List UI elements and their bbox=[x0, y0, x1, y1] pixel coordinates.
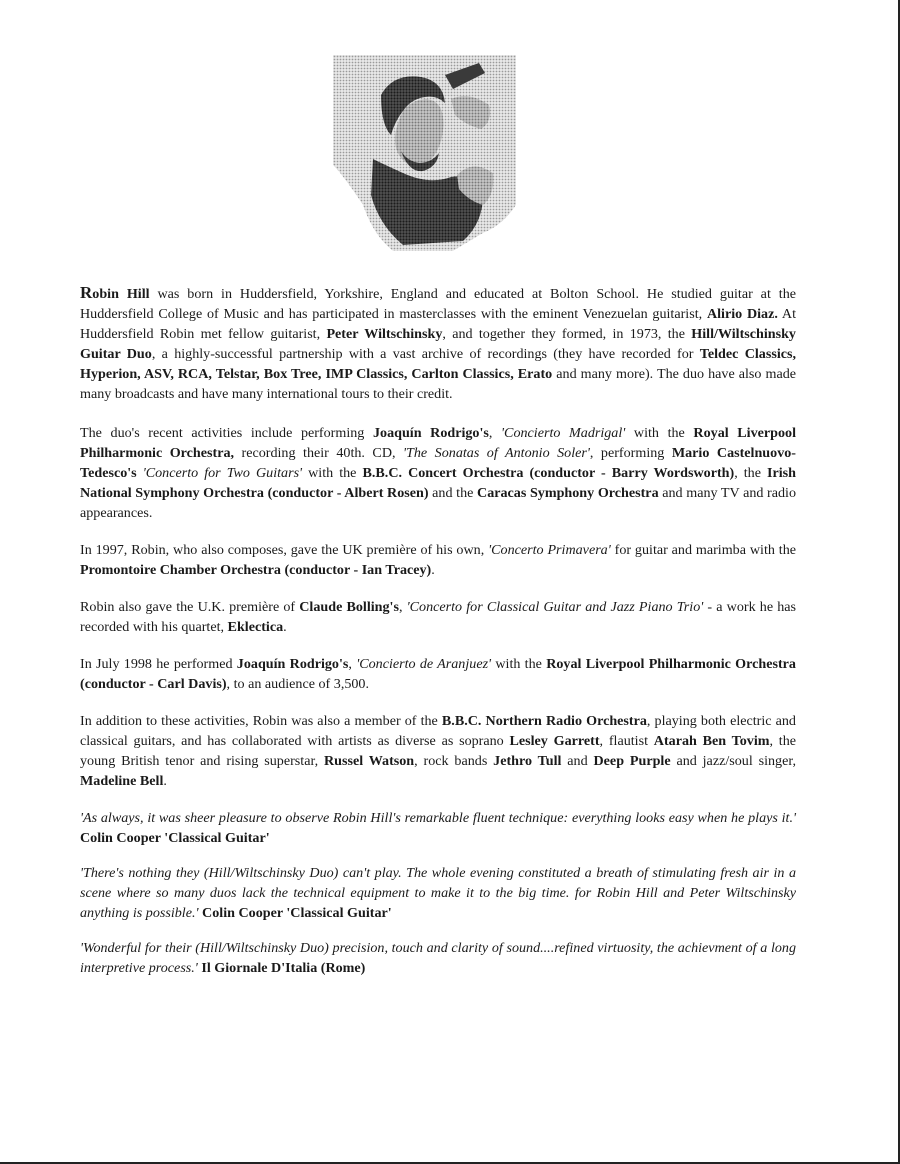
text: . bbox=[163, 773, 167, 789]
text: , the young British tenor and rising superstar, bbox=[80, 733, 797, 769]
text: In 1997, Robin, who also composes, gave the UK première of his own, bbox=[80, 542, 489, 558]
text: and the bbox=[428, 485, 478, 501]
bold-text: Mario Castelnuovo-Tedesco's bbox=[80, 445, 796, 481]
italic-title: 'Concerto Primavera' bbox=[488, 542, 611, 558]
text: The duo's recent activities include performing bbox=[80, 425, 373, 441]
text: , performing bbox=[589, 445, 672, 461]
bold-text: Russel Watson bbox=[323, 753, 415, 769]
bold-text: Royal Liverpool Philharmonic Orchestra, bbox=[80, 425, 796, 461]
text: , the bbox=[734, 465, 768, 481]
quote-source: Colin Cooper 'Classical Guitar' bbox=[202, 905, 392, 921]
paragraph-collaborations bbox=[80, 711, 796, 791]
paragraph-bio bbox=[80, 283, 796, 404]
text: , flautist bbox=[599, 733, 654, 749]
quote bbox=[80, 808, 796, 848]
text: with the bbox=[625, 425, 694, 441]
text: , rock bands bbox=[414, 753, 494, 769]
text: , to an audience of 3,500. bbox=[226, 676, 370, 692]
text: was born in Huddersfield, Yorkshire, England and educated at Bolton School. He studied guitar at the Huddersfield College of Music and has participated in masterclasses with the eminent Venezuelan guitarist, bbox=[80, 286, 796, 322]
name-peter-wiltschinsky: Peter Wiltschinsky bbox=[326, 326, 443, 342]
name-robin-hill: obin Hill bbox=[92, 286, 150, 302]
paragraph-bolling bbox=[80, 597, 796, 637]
bold-text: B.B.C. Concert Orchestra (conductor - Barry Wordsworth) bbox=[362, 465, 735, 481]
text: , a highly-successful partnership with a vast archive of recordings (they have recorded for bbox=[151, 346, 700, 362]
quote-text: 'As always, it was sheer pleasure to observe Robin Hill's remarkable fluent technique: everything looks easy when he plays it.' bbox=[80, 810, 796, 826]
text: . bbox=[283, 619, 287, 635]
drop-cap: R bbox=[80, 283, 93, 302]
bold-text: Jethro Tull bbox=[493, 753, 562, 769]
quote-source: Colin Cooper 'Classical Guitar' bbox=[80, 830, 270, 846]
biography-text bbox=[80, 283, 796, 993]
text: with the bbox=[491, 656, 547, 672]
bold-text: Joaquín Rodrigo's bbox=[236, 656, 349, 672]
text: and bbox=[561, 753, 594, 769]
italic-title: 'Concerto for Two Guitars' bbox=[142, 465, 303, 481]
text: , playing both electric and classical guitars, and has collaborated with artists as diverse as soprano bbox=[80, 713, 796, 749]
bold-text: Eklectica bbox=[227, 619, 284, 635]
bold-text: Irish National Symphony Orchestra (conductor - Albert Rosen) bbox=[80, 465, 796, 501]
text: and jazz/soul singer, bbox=[670, 753, 796, 769]
italic-title: 'Concerto for Classical Guitar and Jazz Piano Trio' bbox=[406, 599, 704, 615]
italic-title: 'The Sonatas of Antonio Soler' bbox=[403, 445, 590, 461]
text: for guitar and marimba with the bbox=[610, 542, 797, 558]
bold-text: Madeline Bell bbox=[80, 773, 164, 789]
text: - a work he has recorded with his quartet, bbox=[80, 599, 797, 635]
text: , bbox=[488, 425, 502, 441]
bold-text: Claude Bolling's bbox=[299, 599, 399, 615]
bold-text: Caracas Symphony Orchestra bbox=[477, 485, 659, 501]
text: In addition to these activities, Robin was also a member of the bbox=[80, 713, 442, 729]
portrait-photo bbox=[333, 55, 516, 251]
text: , bbox=[398, 599, 407, 615]
name-guitar-duo: Hill/Wiltschinsky Guitar Duo bbox=[80, 326, 796, 362]
bold-text: Lesley Garrett bbox=[509, 733, 600, 749]
italic-title: 'Concierto Madrigal' bbox=[501, 425, 626, 441]
bold-text: Deep Purple bbox=[593, 753, 671, 769]
text: , bbox=[348, 656, 357, 672]
text: . bbox=[431, 562, 435, 578]
text: Robin also gave the U.K. première of bbox=[80, 599, 300, 615]
paragraph-recent-activities bbox=[80, 423, 796, 523]
bold-text: Promontoire Chamber Orchestra (conductor - Ian Tracey) bbox=[80, 562, 432, 578]
quote-text: 'Wonderful for their (Hill/Wiltschinsky Duo) precision, touch and clarity of sound....refined virtuosity, the achievment of a long interpretive process.' bbox=[80, 940, 796, 976]
text: In July 1998 he performed bbox=[80, 656, 237, 672]
quote-text: 'There's nothing they (Hill/Wiltschinsky Duo) can't play. The whole evening constituted a breath of stimulating fresh air in a scene where so many duos lack the technical equipment to make it to the big time. for Robin Hill and Peter Wiltschinsky anything is possible.' bbox=[80, 865, 796, 921]
quote-source: Il Giornale D'Italia (Rome) bbox=[201, 960, 366, 976]
text: At Huddersfield Robin met fellow guitarist, bbox=[80, 306, 797, 342]
text: and many more). The duo have also made many broadcasts and have many international tours to their credit. bbox=[80, 366, 797, 402]
quote bbox=[80, 863, 796, 923]
name-alirio-diaz: Alirio Diaz. bbox=[706, 306, 778, 322]
quote bbox=[80, 938, 796, 978]
text: recording their 40th. CD, bbox=[234, 445, 404, 461]
text: and many TV and radio appearances. bbox=[80, 485, 797, 521]
bold-text: Royal Liverpool Philharmonic Orchestra (conductor - Carl Davis) bbox=[80, 656, 796, 692]
text: , and together they formed, in 1973, the bbox=[442, 326, 692, 342]
paragraph-1997 bbox=[80, 540, 796, 580]
bold-text: B.B.C. Northern Radio Orchestra bbox=[441, 713, 647, 729]
record-labels: Teldec Classics, Hyperion, ASV, RCA, Telstar, Box Tree, IMP Classics, Carlton Classics, Erato bbox=[80, 346, 796, 382]
bold-text: Atarah Ben Tovim bbox=[653, 733, 770, 749]
italic-title: 'Concierto de Aranjuez' bbox=[356, 656, 492, 672]
paragraph-1998 bbox=[80, 654, 796, 694]
text: with the bbox=[302, 465, 363, 481]
bold-text: Joaquín Rodrigo's bbox=[372, 425, 489, 441]
